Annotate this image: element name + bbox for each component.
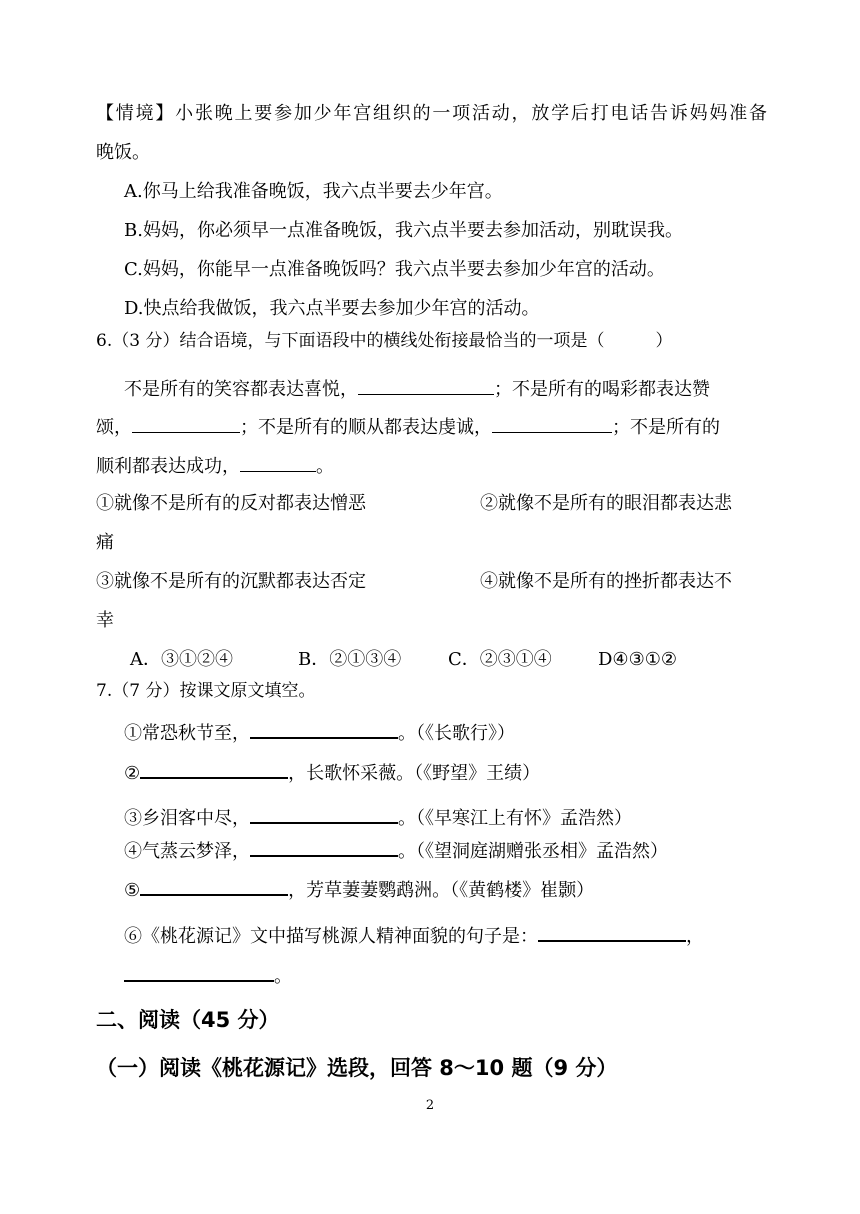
question-7-item-5	[124, 876, 594, 903]
scenario-option-d: D.快点给我做饭，我六点半要去参加少年宫的活动。	[124, 298, 540, 319]
passage-text: 。	[316, 456, 334, 477]
section-2-subheading: （一）阅读《桃花源记》选段，回答 8～10 题（9 分）	[96, 1056, 618, 1080]
question-6-passage-line-1	[124, 376, 710, 402]
question-6-stem: 6.（3 分）结合语境，与下面语段中的横线处衔接最恰当的一项是（ ）	[96, 331, 673, 351]
answer-blank[interactable]	[240, 453, 316, 472]
scenario-option-c: C.妈妈，你能早一点准备晚饭吗？我六点半要去参加少年宫的活动。	[124, 259, 665, 280]
item-text: ①常恐秋节至，	[124, 723, 250, 744]
scenario-option-b: B.妈妈，你必须早一点准备晚饭，我六点半要去参加活动，别耽误我。	[124, 220, 683, 241]
question-7-item-6-continued	[124, 962, 292, 989]
item-text: 。（《早寒江上有怀》孟浩然）	[398, 808, 632, 829]
scenario-line-2: 晚饭。	[96, 142, 150, 163]
answer-blank[interactable]	[358, 376, 494, 395]
passage-text: ；不是所有的喝彩都表达赞	[494, 379, 710, 400]
question-7-item-6	[124, 922, 704, 949]
question-6-option-4: ④就像不是所有的挫折都表达不	[480, 571, 732, 592]
item-text: ，	[686, 926, 704, 947]
passage-text: 不是所有的笑容都表达喜悦，	[124, 379, 358, 400]
passage-text: 顺利都表达成功，	[96, 456, 240, 477]
passage-text: 颂，	[96, 417, 132, 438]
item-text: ⑤	[124, 880, 141, 901]
answer-blank[interactable]	[140, 759, 288, 779]
passage-text: ；不是所有的	[612, 417, 720, 438]
question-6-choice-c: C．②③①④	[448, 649, 552, 670]
item-text: 。（《长歌行》）	[398, 723, 515, 744]
answer-blank[interactable]	[140, 876, 288, 896]
item-text: ③乡泪客中尽，	[124, 808, 250, 829]
answer-blank[interactable]	[132, 414, 240, 433]
item-text: ④气蒸云梦泽，	[124, 841, 250, 862]
question-6-choice-a: A．③①②④	[130, 649, 233, 670]
answer-blank[interactable]	[538, 922, 686, 942]
answer-blank[interactable]	[124, 962, 274, 982]
section-2-heading: 二、阅读（45 分）	[96, 1008, 280, 1032]
item-text: 。（《望洞庭湖赠张丞相》孟浩然）	[398, 841, 668, 862]
question-7-item-1	[124, 719, 515, 746]
question-6-option-1: ①就像不是所有的反对都表达憎恶	[96, 493, 366, 514]
item-text: ，长歌怀采薇。（《野望》王绩）	[288, 763, 541, 784]
scenario-line-1: 【情境】小张晚上要参加少年宫组织的一项活动，放学后打电话告诉妈妈准备	[96, 103, 767, 124]
item-text: 。	[274, 966, 292, 987]
answer-blank[interactable]	[250, 837, 398, 857]
question-6-option-4-continued: 幸	[96, 610, 114, 631]
item-text: ，芳草萋萋鹦鹉洲。（《黄鹤楼》崔颢）	[288, 880, 595, 901]
question-7-stem: 7.（7 分）按课文原文填空。	[96, 681, 316, 701]
page-number: 2	[425, 1098, 435, 1113]
item-text: ⑥《桃花源记》文中描写桃源人精神面貌的句子是：	[124, 926, 538, 947]
question-7-item-2	[124, 759, 540, 786]
scenario-option-a: A.你马上给我准备晚饭，我六点半要去少年宫。	[124, 181, 503, 202]
question-6-option-2: ②就像不是所有的眼泪都表达悲	[480, 493, 732, 514]
answer-blank[interactable]	[492, 414, 612, 433]
question-6-option-2-continued: 痛	[96, 532, 114, 553]
answer-blank[interactable]	[250, 719, 398, 739]
question-6-option-3: ③就像不是所有的沉默都表达否定	[96, 571, 366, 592]
question-6-choice-d: D④③①②	[598, 649, 677, 670]
question-7-item-4	[124, 837, 668, 864]
answer-blank[interactable]	[250, 804, 398, 824]
question-6-choice-b: B．②①③④	[298, 649, 402, 670]
item-text: ②	[124, 763, 141, 784]
question-7-item-3	[124, 804, 632, 831]
question-6-passage-line-3	[96, 453, 334, 479]
passage-text: ；不是所有的顺从都表达虔诚，	[240, 417, 492, 438]
question-6-passage-line-2	[96, 414, 720, 440]
